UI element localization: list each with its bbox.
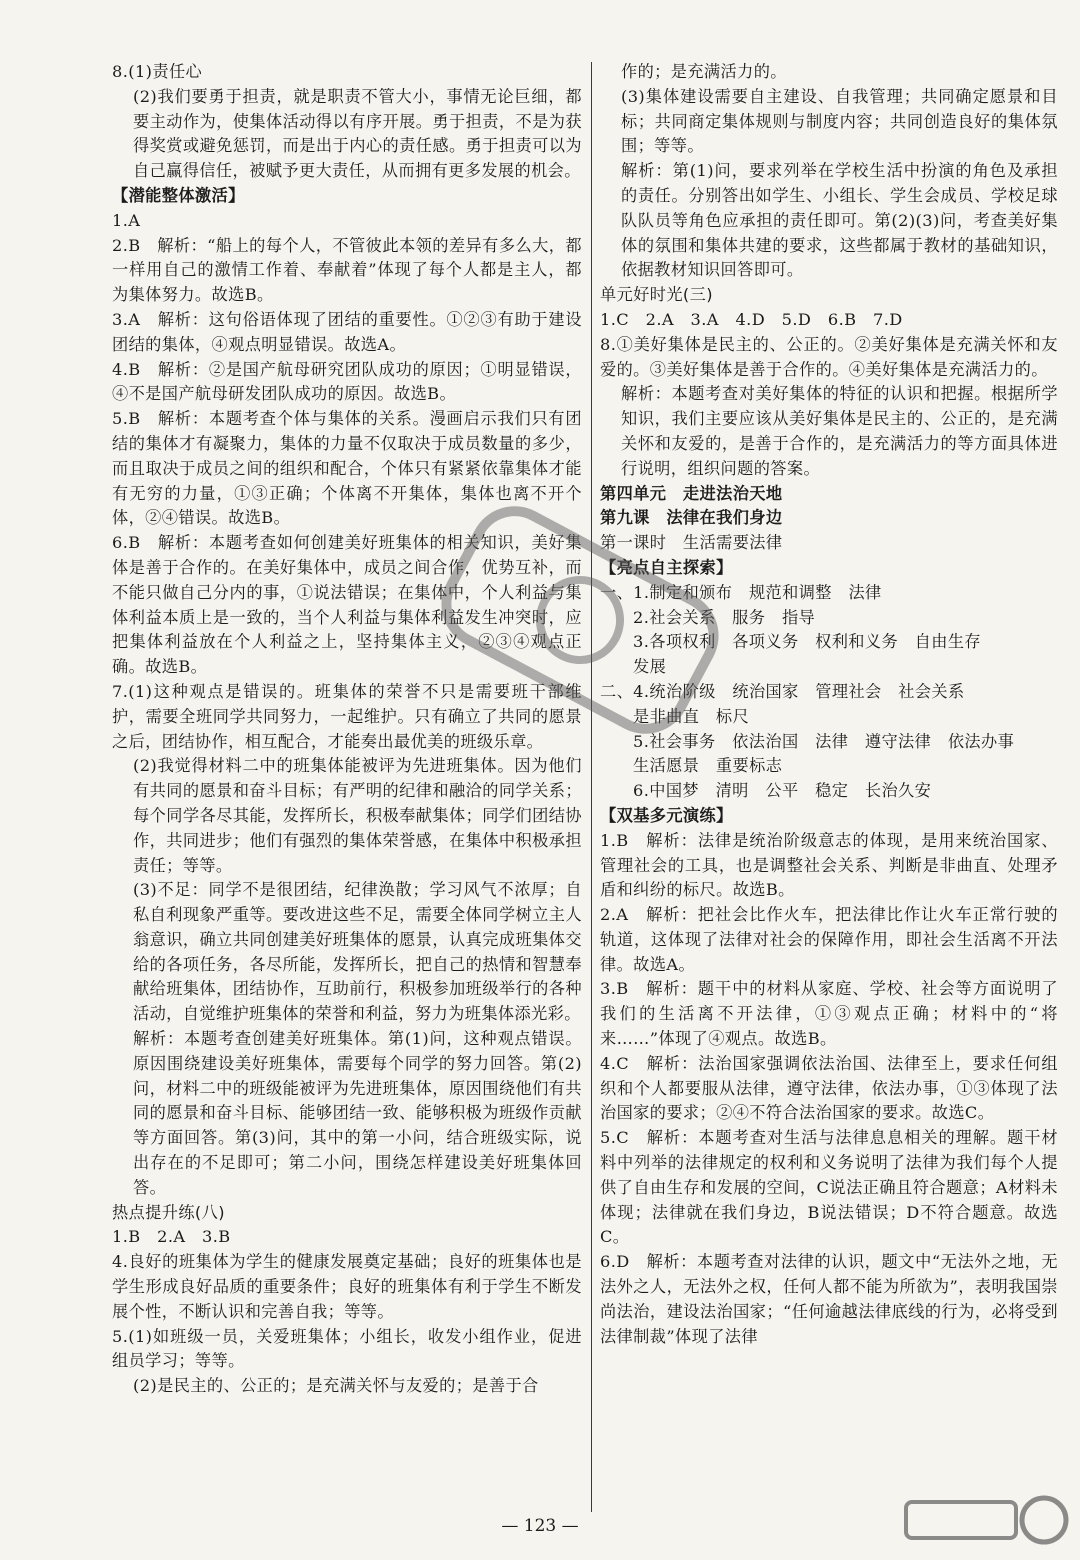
answer-line: (2)我觉得材料二中的班集体能被评为先进班集体。因为他们有共同的愿景和奋斗目标；有严明的纪律和融洽的同学关系；每个同学各尽其能，发挥所长，积极奉献集体；同学们团结协作，共同进步；他们有强烈的集体荣誉感，在集体中积极承担责任；等等。 [133,756,582,875]
answer-line: (3)集体建设需要自主建设、自我管理；共同确定愿景和目标；共同商定集体规则与制度内容；共同创造良好的集体氛围；等等。 [621,86,1058,156]
answer-line: (3)不足：同学不是很团结，纪律涣散；学习风气不浓厚；自私自利现象严重等。要改进这些不足，需要全体同学树立主人翁意识，确立共同创建美好班集体的愿景，认真完成班集体交给的各项任务，各尽所能，发挥所长，把自己的热情和智慧奉献给班集体，团结协作，互助前行，积极参加班级举行的各种活动，自觉维护班集体的荣誉和利益，努力为班集体添光彩。 [133,880,582,1024]
answer-line: 4.B 解析：②是国产航母研究团队成功的原因；①明显错误，④不是国产航母研发团队成功的原因。故选B。 [112,359,582,404]
right-column [600,60,1058,1349]
answer-line: 1.B 2.A 3.B [112,1227,231,1247]
answer-line: 2.社会关系 服务 指导 [633,607,816,627]
answer-line: 2.B 解析：“船上的每个人，不管彼此本领的差异有多么大，都一样用自己的激情工作着、奉献着”体现了每个人都是主人，都为集体努力。故选B。 [112,235,582,305]
answer-line: 7.(1)这种观点是错误的。班集体的荣誉不只是需要班干部维护，需要全班同学共同努力，一起维护。只有确立了共同的愿景之后，团结协作，相互配合，才能奏出最优美的班级乐章。 [112,681,582,751]
answer-line: 6.B 解析：本题考查如何创建美好班集体的相关知识，美好集体是善于合作的。在美好集体中，成员之间合作，优势互补，而不能只做自己分内的事，①说法错误；在集体中，个人利益与集体利益本质上是一致的，当个人利益与集体利益发生冲突时，应把集体利益放在个人利益之上，坚持集体主义，②③④观点正确。故选B。 [112,533,582,677]
answer-line: 作的；是充满活力的。 [621,62,787,81]
answer-line: (2)是民主的、公正的；是充满关怀与友爱的；是善于合 [133,1376,539,1396]
answer-line: 4.C 解析：法治国家强调依法治国、法律至上，要求任何组织和个人都要服从法律，遵守法律，依法办事，①③体现了法治国家的要求；②④不符合法治国家的要求。故选C。 [600,1053,1058,1123]
lesson-title: 第九课 法律在我们身边 [600,508,783,528]
answer-line: 5.社会事务 依法治国 法律 遵守法律 依法办事 [633,731,1015,751]
answer-line: 2.A 解析：把社会比作火车，把法律比作让火车正常行驶的轨道，这体现了法律对社会的保障作用，即社会生活离不开法律。故选A。 [600,905,1058,974]
period-title: 第一课时 生活需要法律 [600,533,783,553]
answer-line: 8.①美好集体是民主的、公正的。②美好集体是充满关怀和友爱的。③美好集体是善于合作的。④美好集体是充满活力的。 [600,334,1058,379]
answer-line: 解析：本题考查对美好集体的特征的认识和把握。根据所学知识，我们主要应该从美好集体是民主的、公正的，是充满关怀和友爱的，是善于合作的，是充满活力的等方面具体进行说明，组织问题的答案。 [621,384,1058,478]
answer-line: 二、4.统治阶级 统治国家 管理社会 社会关系 [600,681,965,701]
answer-line: 3.A 解析：这句俗语体现了团结的重要性。①②③有助于建设团结的集体，④观点明显错误。故选A。 [112,309,582,354]
answer-line: 5.(1)如班级一员，关爱班集体；小组长，收发小组作业，促进组员学习；等等。 [112,1326,582,1371]
answer-line: 一、1.制定和颁布 规范和调整 法律 [600,582,882,602]
section-heading: 【亮点自主探索】 [600,557,733,577]
column-divider [591,62,592,1512]
answer-line: 4.良好的班集体为学生的健康发展奠定基础；良好的班集体也是学生形成良好品质的重要条件；良好的班集体有利于学生不断发展个性，不断认识和完善自我；等等。 [112,1252,582,1321]
answer-line: 解析：第(1)问，要求列举在学校生活中扮演的角色及承担的责任。分别答出如学生、小组长、学生会成员、学校足球队队员等角色应承担的责任即可。第(2)(3)问，考查美好集体的氛围和集体共建的要求，这些都属于教材的基础知识，依据教材知识回答即可。 [621,161,1058,280]
answer-line: (2)我们要勇于担责，就是职责不管大小，事情无论巨细，都要主动作为，使集体活动得以有序开展。勇于担责，不是为获得奖赏或避免惩罚，而是出于内心的责任感。勇于担责可以为自己赢得信任，被赋予更大责任，从而拥有更多发展的机会。 [133,86,582,181]
answer-line: 3.B 解析：题干中的材料从家庭、学校、社会等方面说明了我们的生活离不开法律，①③观点正确；材料中的“将来……”体现了④观点。故选B。 [600,979,1058,1049]
exercise-title: 热点提升练(八) [112,1202,225,1222]
left-column [112,60,582,1399]
section-heading: 【双基多元演练】 [600,805,733,825]
page-number: — 123 — [501,1516,579,1536]
answer-line: 发展 [633,657,667,677]
answer-line: 5.C 解析：本题考查对生活与法律息息相关的理解。题干材料中列举的法律规定的权利和义务说明了法律为我们每个人提供了自由生存和发展的空间，C说法正确且符合题意；A材料未体现；法律就在我们身边，B说法错误；D不符合题意。故选C。 [600,1128,1058,1247]
exercise-title: 单元好时光(三) [600,285,713,305]
answer-line: 6.中国梦 清明 公平 稳定 长治久安 [633,781,932,801]
answer-line: 是非曲直 标尺 [633,706,750,726]
answer-line: 5.B 解析：本题考查个体与集体的关系。漫画启示我们只有团结的集体才有凝聚力，集体的力量不仅取决于成员数量的多少，而且取决于成员之间的组织和配合，个体只有紧紧依靠集体才能有无穷的力量，①③正确；个体离不开集体，集体也离不开个体，②④错误。故选B。 [112,409,582,528]
unit-title: 第四单元 走进法治天地 [600,483,783,503]
answer-line: 1.C 2.A 3.A 4.D 5.D 6.B 7.D [600,309,903,329]
answer-line: 8.(1)责任心 [112,62,203,81]
answer-line: 6.D 解析：本题考查对法律的认识，题文中“无法外之地，无法外之人，无法外之权，任何人都不能为所欲为”，表明我国崇尚法治，建设法治国家；“任何逾越法律底线的行为，必将受到法律制裁”体现了法律 [600,1252,1058,1346]
answer-line: 1.A [112,210,141,230]
answer-line: 解析：本题考查创建美好班集体。第(1)问，这种观点错误。原因围绕建设美好班集体，需要每个同学的努力回答。第(2)问，材料二中的班级能被评为先进班集体，原因围绕他们有共同的愿景和奋斗目标、能够团结一致、能够积极为班级作贡献等方面回答。第(3)问，其中的第一小问，结合班级实际，说出存在的不足即可；第二小问，围绕怎样建设美好班集体回答。 [133,1029,582,1197]
answer-line: 3.各项权利 各项义务 权利和义务 自由生存 [633,632,981,652]
section-heading: 【潜能整体激活】 [112,185,245,205]
answer-line: 生活愿景 重要标志 [633,756,783,776]
answer-line: 1.B 解析：法律是统治阶级意志的体现，是用来统治国家、管理社会的工具，也是调整社会关系、判断是非曲直、处理矛盾和纠纷的标尺。故选B。 [600,830,1058,900]
